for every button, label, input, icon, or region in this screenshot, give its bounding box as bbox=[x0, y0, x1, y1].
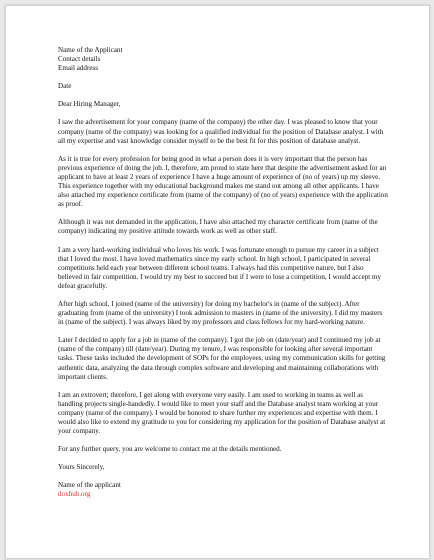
applicant-name: Name of the Applicant bbox=[58, 46, 123, 54]
signature-name: Name of the applicant bbox=[58, 481, 121, 490]
paragraph-1: I saw the advertisement for your company (name of the company) the other day. I was pleased to know that your company (name of the company) was looking for a qualified individual for the position of Database analyst. I with all my expertise and vast knowledge consider myself to be the best fit for this position of database analyst. bbox=[58, 118, 384, 145]
email-address: Email address bbox=[58, 64, 98, 73]
letter-date: Date bbox=[58, 82, 72, 91]
closing: Yours Sincerely, bbox=[58, 463, 105, 472]
watermark-link[interactable]: doxhub.org bbox=[58, 490, 91, 499]
paragraph-2: As it is true for every profession for being good in what a person does it is very important that the person has previous experience of doing the job. I, therefore, am proud to state here that despite the advertisement asked for an applicant to have at least 2 years of experience I have a huge amount of experience of (no of years) up my sleeve. This experience together with my educational background makes me stand out among all other applicants. I have also attached my experience certificate from (name of the company) of (no of years) experience with the application as proof. bbox=[58, 154, 388, 209]
paragraph-4: I am a very hard-working individual who loves his work. I was fortunate enough to pursue my career in a subject that I loved the most. I have loved mathematics since my early school. In high school, I participated in several competitions held each year between different school teams. I always had this competitive nature, but I also believed in fair competition. I would try my best to succeed but if I were to lose a competition, I would accept my defeat gracefully. bbox=[58, 245, 382, 290]
contact-details: Contact details bbox=[58, 55, 101, 64]
paragraph-8: For any further query, you are welcome to contact me at the details mentioned. bbox=[58, 445, 282, 454]
paragraph-6: Later I decided to apply for a job in (name of the company). I got the job on (date/year) and I continued my job at (name of the company) till (date/year). During my tenure, I was responsible for looking after several important tasks. These tasks included the development of SOPs for the employees, using my communication skills for getting authentic data, analyzing the data through complex software and developing and maintaining collaborations with important clients. bbox=[58, 336, 386, 381]
paragraph-3: Although it was not demanded in the application, I have also attached my character certificate from (name of the company) indicating my positive attitude towards work as well as other staff. bbox=[58, 218, 378, 236]
salutation: Dear Hiring Manager, bbox=[58, 100, 121, 109]
letter-page bbox=[5, 5, 430, 559]
paragraph-7: I am an extrovert; therefore, I get along with everyone very easily. I am used to working in teams as well as handling projects single-handedly. I would like to meet your staff and the Database analyst team working at your company (name of the company). I would be honored to share further my experiences and expertise with them. I would also like to extend my gratitude to you for considering my application for the position of Database analyst at your company. bbox=[58, 390, 386, 436]
letter-body bbox=[58, 46, 388, 500]
paragraph-5: After high school, I joined (name of the university) for doing my bachelor's in (name of the subject). After graduating from (name of the university) I took admission to masters in (name of the university). I did my masters in (name of the subject). I was always liked by my professors and class fellows for my hard-working nature. bbox=[58, 299, 383, 327]
